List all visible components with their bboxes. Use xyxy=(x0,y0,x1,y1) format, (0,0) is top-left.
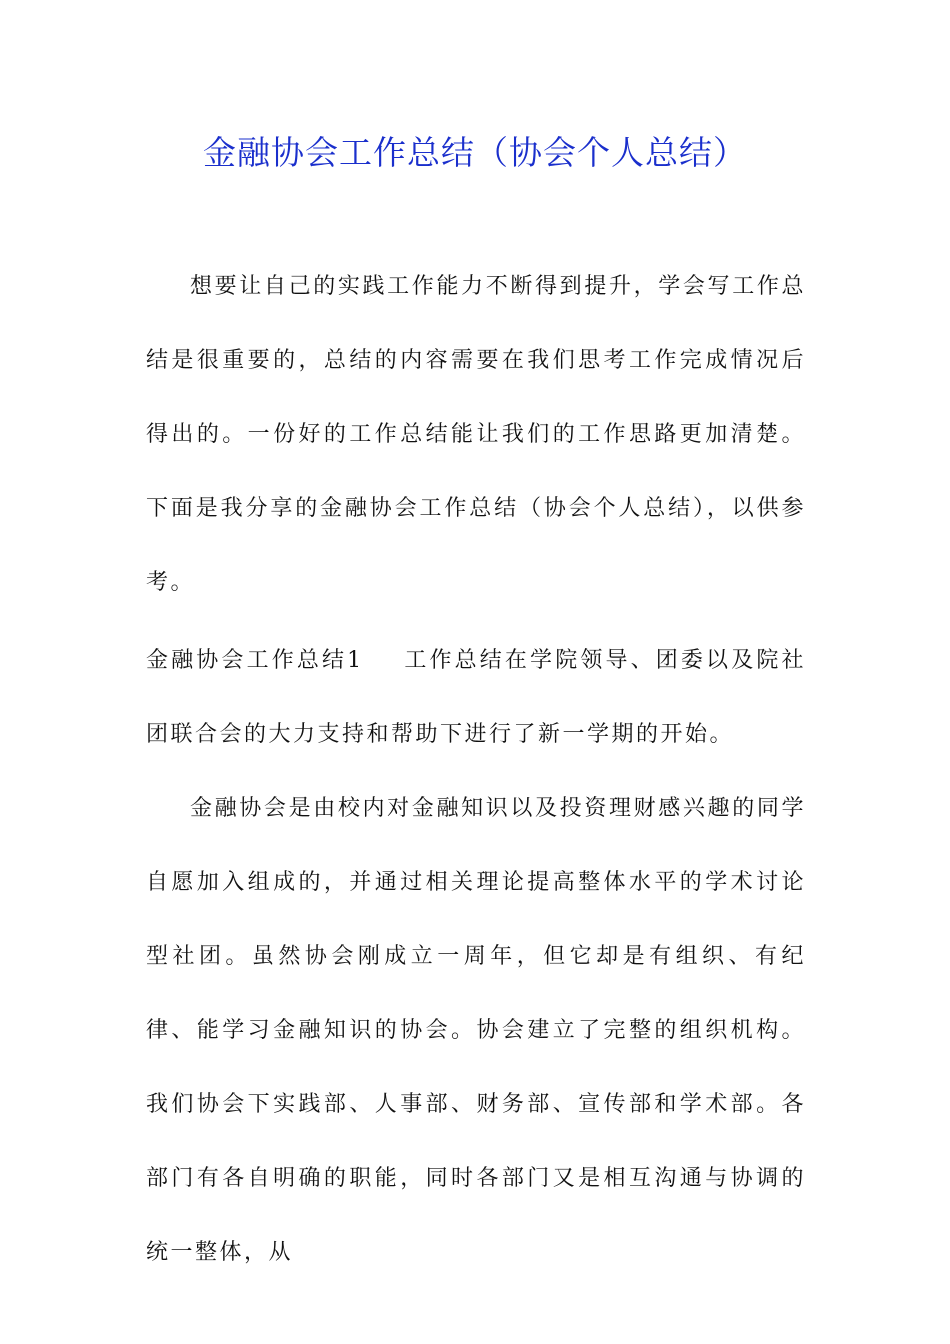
document-title: 金融协会工作总结（协会个人总结） xyxy=(203,133,747,172)
association-paragraph: 金融协会是由校内对金融知识以及投资理财感兴趣的同学自愿加入组成的，并通过相关理论提高整体水平的学术讨论型社团。虽然协会刚成立一周年，但它却是有组织、有纪律、能学习金融知识的协会。协会建立了完整的组织机构。我们协会下实践部、人事部、财务部、宣传部和学术部。各部门有各自明确的职能，同时各部门又是相互沟通与协调的统一整体，从 xyxy=(146,796,806,1265)
section-1-paragraph xyxy=(146,624,806,772)
section-1-heading: 金融协会工作总结1 xyxy=(146,648,364,673)
section-1-text: 工作总结在学院领导、团委以及院社团联合会的大力支持和帮助下进行了新一学期的开始。 xyxy=(146,648,806,747)
intro-paragraph: 想要让自己的实践工作能力不断得到提升，学会写工作总结是很重要的，总结的内容需要在我们思考工作完成情况后得出的。一份好的工作总结能让我们的工作思路更加清楚。下面是我分享的金融协会工作总结（协会个人总结），以供参考。 xyxy=(146,274,806,595)
